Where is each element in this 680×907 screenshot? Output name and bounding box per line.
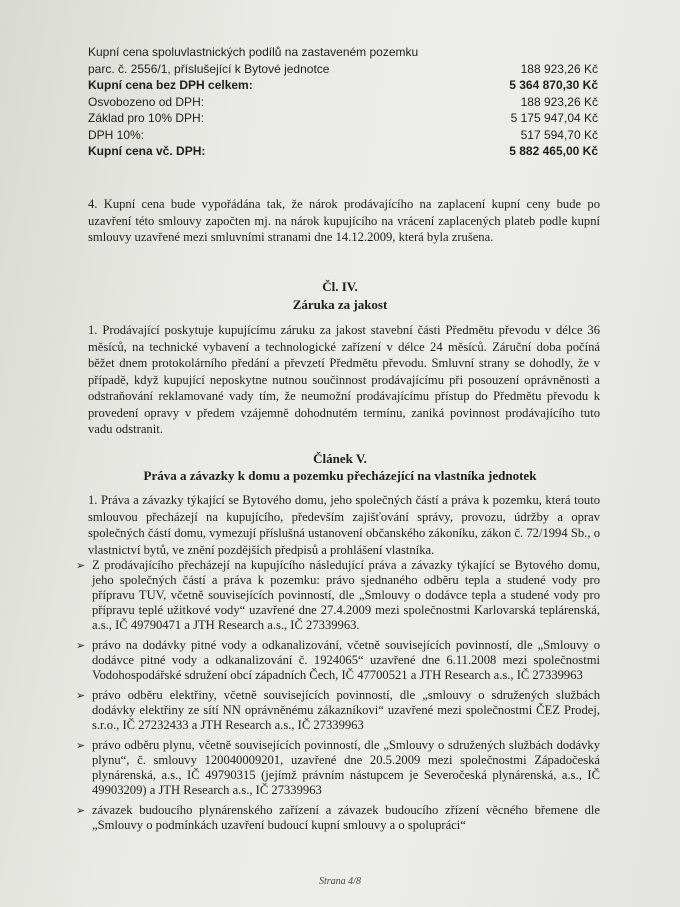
price-label: Kupní cena bez DPH celkem: [88,78,253,92]
section-5-number: Článek V. [313,451,367,466]
price-row [88,127,598,144]
price-label: Kupní cena vč. DPH: [88,144,206,158]
price-value: 517 594,70 Kč [520,127,598,142]
price-row-total [88,77,598,94]
list-item: ➢ právo na dodávky pitné vody a odkanalizování, včetně souvisejících povinností, dle „Smlouvy o dodávce pitné vody a odkanalizování č. 1924065“ uzavřené dne 6.11.2008 mezi společnostmi Vodohospodářské sdružení obcí západních Čech, IČ 47700521 a JTH Research a.s., IČ 27339963 [76,638,600,683]
price-label: DPH 10%: [88,127,145,142]
rights-list [76,558,600,838]
price-row-total [88,143,598,160]
list-item: ➢ právo odběru elektřiny, včetně souvisejících povinností, dle „smlouvy o sdružených službách dodávky elektřiny ze sítí NN oprávněnému zákazníkovi“ uzavřené mezi společnostmi ČEZ Prodej, s.r.o., IČ 27232433 a JTH Research a.s., IČ 27339963 [76,688,600,733]
price-row [88,61,598,78]
price-label: parc. č. 2556/1, příslušející k Bytové jednotce [88,61,330,76]
section-4-number: Čl. IV. [322,279,358,294]
price-label: Kupní cena spoluvlastnických podílů na zastaveném pozemku [88,45,419,59]
list-item: ➢ závazek budoucího plynárenského zařízení a závazek budoucího zřízení věcného břemene dle „Smlouvy o podmínkách uzavření budoucí kupní smlouvy a o spolupráci“ [76,803,600,833]
section-5-title: Práva a závazky k domu a pozemku přecházející na vlastníka jednotek [143,468,537,483]
price-value: 5 882 465,00 Kč [509,144,598,158]
section-5-paragraph-1: 1. Práva a závazky týkající se Bytového domu, jeho společných částí a práva k pozemku, která touto smlouvou přecházejí na kupujícího, především zajišťování správy, provozu, údržby a oprav společných částí domu, vymezují příslušná ustanovení občanského zákoníku, zákon č. 72/1994 Sb., o vlastnictví bytů, ve znění pozdějších předpisů a prohlášení vlastníka. [88,493,600,557]
paragraph-4: 4. Kupní cena bude vypořádána tak, že nárok prodávajícího na zaplacení kupní ceny bude po uzavření této smlouvy započten mj. na nárok kupujícího na vrácení zaplacených plateb podle kupní smlouvy uzavřené mezi smluvními stranami dne 14.12.2009, která byla zrušena. [88,197,600,244]
price-value: 188 923,26 Kč [520,61,598,76]
price-label: Osvobozeno od DPH: [88,94,205,109]
section-4-paragraph-1: 1. Prodávající poskytuje kupujícímu záruku za jakost stavební části Předmětu převodu v délce 36 měsíců, na technické vybavení a technologické zařízení v délce 24 měsíců. Záruční doba počíná běžet dnem protokolárního předání a převzetí Předmětu převodu. Smluvní strany se dohodly, že v případě, když kupující neposkytne nutnou součinnost prodávajícímu při posouzení oprávněnosti a odstraňování reklamované vady tím, že neumožní prodávajícímu přístup do Předmětu převodu k provedení opravy v předem vzájemně dohodnutém termínu, zaniká povinnost prodávajícího tuto vadu odstranit. [88,323,600,436]
price-value: 188 923,26 Kč [520,94,598,109]
price-value: 5 364 870,30 Kč [509,78,598,92]
price-row [88,44,598,61]
list-item: ➢ právo odběru plynu, včetně souvisejících povinností, dle „Smlouvy o sdružených službách dodávky plynu“, č. smlouvy 120040009201, uzavřené dne 20.5.2009 mezi společnostmi Západočeská plynárenská, a.s., IČ 49790315 (jejímž právním nástupcem je Severočeská plynárenská, a.s., IČ 49903209) a JTH Research a.s., IČ 27339963 [76,738,600,798]
page-number: Strana 4/8 [319,876,361,887]
price-row [88,94,598,111]
price-row [88,110,598,127]
price-value: 5 175 947,04 Kč [510,111,598,125]
price-table [88,44,598,160]
list-item: ➢ Z prodávajícího přecházejí na kupujícího následující práva a závazky týkající se Bytového domu, jeho společných částí a práva k pozemku: právo sjednaného odběru tepla a studené vody pro přípravu TUV, včetně souvisejících povinností, dle „Smlouvy o dodávce tepla a studené vody pro přípravu teplé užitkové vody“ uzavřené dne 27.4.2009 mezi společnostmi Karlovarská teplárenská, a.s., IČ 49790471 a JTH Research a.s., IČ 27339963. [76,558,600,633]
price-label: Základ pro 10% DPH: [88,111,205,125]
section-4-title: Záruka za jakost [292,297,388,312]
